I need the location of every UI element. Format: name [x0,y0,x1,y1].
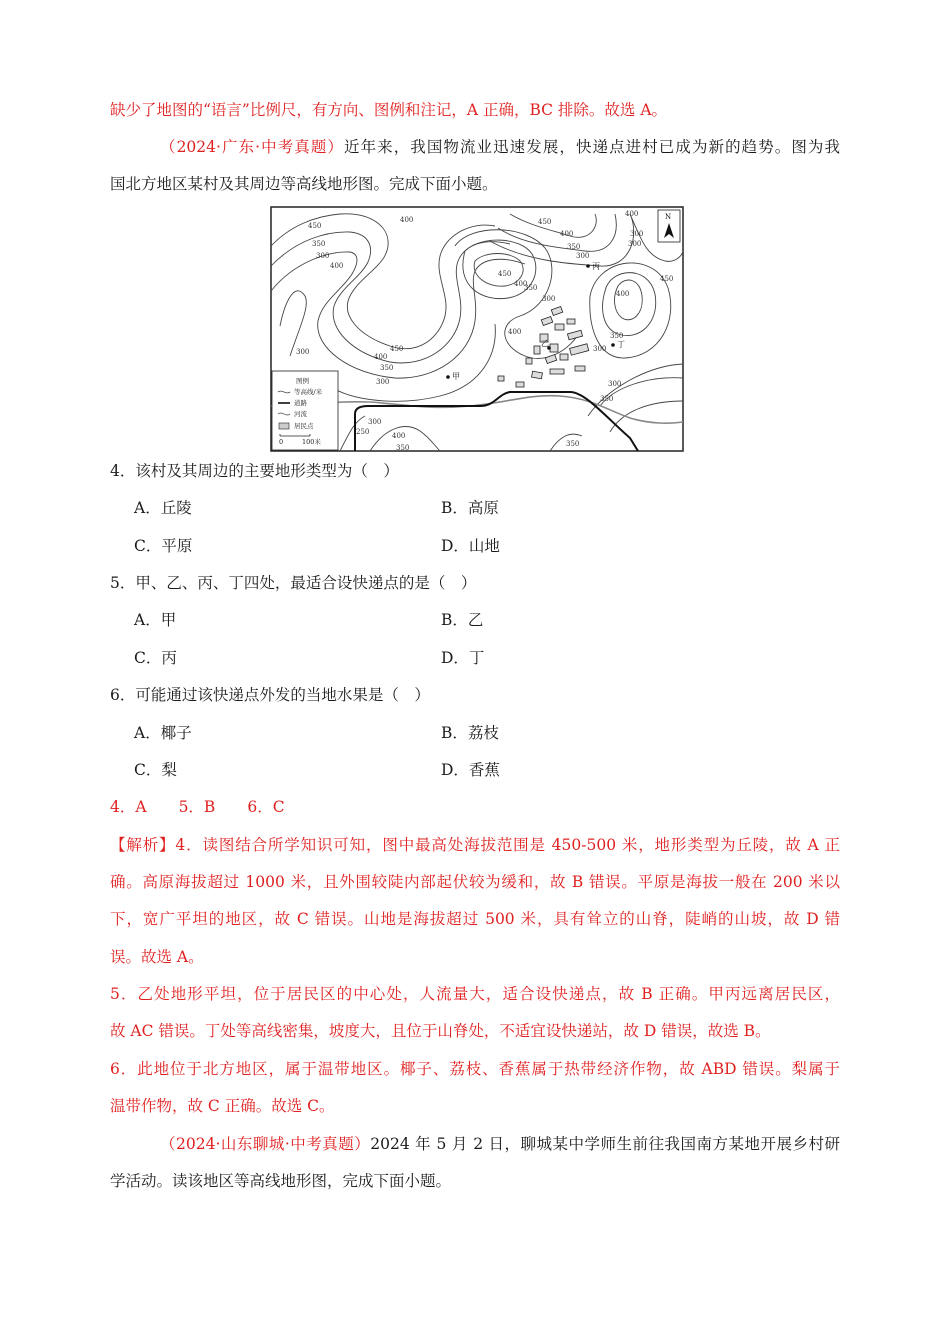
contour-label: 350 [600,395,614,403]
contour-label: 300 [608,380,622,388]
contour-label: 400 [374,353,388,361]
contour-label: 350 [524,284,538,292]
next-question-source: （2024·山东聊城·中考真题） [160,1135,371,1153]
map-legend [272,371,338,450]
next-intro-text-1: 2024 年 5 月 2 日，聊城某中学师生前往我国南方某地开展乡村研 [370,1135,840,1153]
contour-label: 400 [392,432,406,440]
analysis-line-3: 下，宽广平坦的地区，故 C 错误。山地是海拔超过 500 米，具有耸立的山脊，陡峭的山坡，故 D 错 [110,910,840,928]
north-arrow-icon [658,210,680,242]
answer-6: 6．C [247,798,285,816]
question-intro-text-1: 近年来，我国物流业迅速发展，快递点进村已成为新的趋势。图为我 [344,138,840,156]
contour-label: 300 [376,378,390,386]
question-5-stem: 5．甲、乙、丙、丁四处，最适合设快递点的是（ ） [110,574,477,592]
analysis-line-4: 误。故选 A。 [110,948,204,966]
contour-label: 300 [630,230,644,238]
analysis-line-5: 5．乙处地形平坦，位于居民区的中心处，人流量大，适合设快递点，故 B 正确。甲丙远离居民区， [110,985,840,1003]
contour-label: 400 [508,328,522,336]
contour-map-figure [270,206,684,452]
contour-label: 450 [660,275,674,283]
contour-map [270,206,684,452]
question-5-option-c[interactable]: C．丙 [134,649,177,667]
contour-label: 400 [616,290,630,298]
contour-label: 300 [593,345,607,353]
contour-label: 400 [400,216,414,224]
legend-contour: 等高线/米 [294,388,323,396]
question-5-option-b[interactable]: B．乙 [441,611,484,629]
contour-label: 350 [312,240,326,248]
analysis-line-6: 故 AC 错误。丁处等高线密集，坡度大，且位于山脊处，不适宜设快递站，故 D 错误，故选 B。 [110,1022,771,1040]
question-4-option-b[interactable]: B．高原 [441,499,499,517]
contour-label: 300 [628,240,642,248]
contour-label: 400 [625,210,639,218]
question-4-option-a[interactable]: A．丘陵 [134,499,192,517]
question-6-option-b[interactable]: B．荔枝 [441,724,499,742]
contour-label: 400 [330,262,344,270]
question-4-option-c[interactable]: C．平原 [134,537,193,555]
legend-scale-value: 100米 [302,438,321,446]
contour-label: 450 [498,270,512,278]
analysis-line-8: 温带作物，故 C 正确。故选 C。 [110,1097,335,1115]
contour-label: 450 [538,218,552,226]
analysis-line-1 [110,834,840,856]
contour-label: 300 [296,348,310,356]
contour-label: 250 [356,428,370,436]
question-6-stem: 6．可能通过该快递点外发的当地水果是（ ） [110,686,430,704]
contour-label: 300 [576,252,590,260]
question-6-option-c[interactable]: C．梨 [134,761,177,779]
contour-label: 400 [560,230,574,238]
contour-label: 350 [566,440,580,448]
next-intro-line-1 [160,1133,840,1155]
contour-label: 300 [316,252,330,260]
question-6-option-a[interactable]: A．椰子 [134,724,192,742]
north-label: N [665,213,672,221]
contour-label: 450 [390,345,404,353]
contour-label: 350 [567,243,581,251]
question-5-option-a[interactable]: A．甲 [134,611,177,629]
place-bing-dot [586,264,590,268]
legend-title: 图例 [296,377,309,385]
contour-label: 350 [380,364,394,372]
answer-key [110,796,840,818]
question-4-stem: 4．该村及其周边的主要地形类型为（ ） [110,462,399,480]
contour-label: 300 [368,418,382,426]
place-ding-label: 丁 [617,340,625,349]
analysis-line-7: 6．此地位于北方地区，属于温带地区。椰子、荔枝、香蕉属于热带经济作物，故 ABD 错误。梨属于 [110,1060,840,1078]
question-intro-line-1 [160,136,840,158]
answer-5: 5．B [178,798,216,816]
contour-label: 450 [308,222,322,230]
previous-answer-tail: 缺少了地图的“语言”比例尺，有方向、图例和注记，A 正确，BC 排除。故选 A。 [110,101,668,119]
question-source: （2024·广东·中考真题） [160,138,344,156]
next-intro-line-2: 学活动。读该地区等高线地形图，完成下面小题。 [110,1172,452,1190]
analysis-tag: 【解析】 [110,836,176,854]
question-intro-line-2: 国北方地区某村及其周边等高线地形图。完成下面小题。 [110,175,498,193]
question-5-option-d[interactable]: D．丁 [441,649,485,667]
legend-scale-zero: 0 [279,438,284,446]
legend-river: 河流 [294,410,307,418]
analysis-text-1: 4．读图结合所学知识可知，图中最高处海拔范围是 450-500 米，地形类型为丘陵，故 A 正 [175,836,840,854]
contour-label: 400 [514,280,528,288]
question-6-option-d[interactable]: D．香蕉 [441,761,500,779]
contour-label: 300 [542,295,556,303]
contour-label: 350 [396,444,410,452]
place-jia-dot [446,375,450,379]
contour-label: 350 [610,332,624,340]
question-4-option-d[interactable]: D．山地 [441,537,500,555]
legend-road: 道路 [294,399,307,407]
analysis-line-2: 确。高原海拔超过 1000 米，且外围较陡内部起伏较为缓和，故 B 错误。平原是海拔一般在 200 米以 [110,873,840,891]
place-yi-label: 乙 [541,339,549,348]
answer-4: 4．A [110,798,147,816]
place-jia-label: 甲 [452,372,460,381]
place-bing-label: 丙 [592,262,600,271]
legend-settlement: 居民点 [294,422,314,430]
place-ding-dot [611,343,615,347]
